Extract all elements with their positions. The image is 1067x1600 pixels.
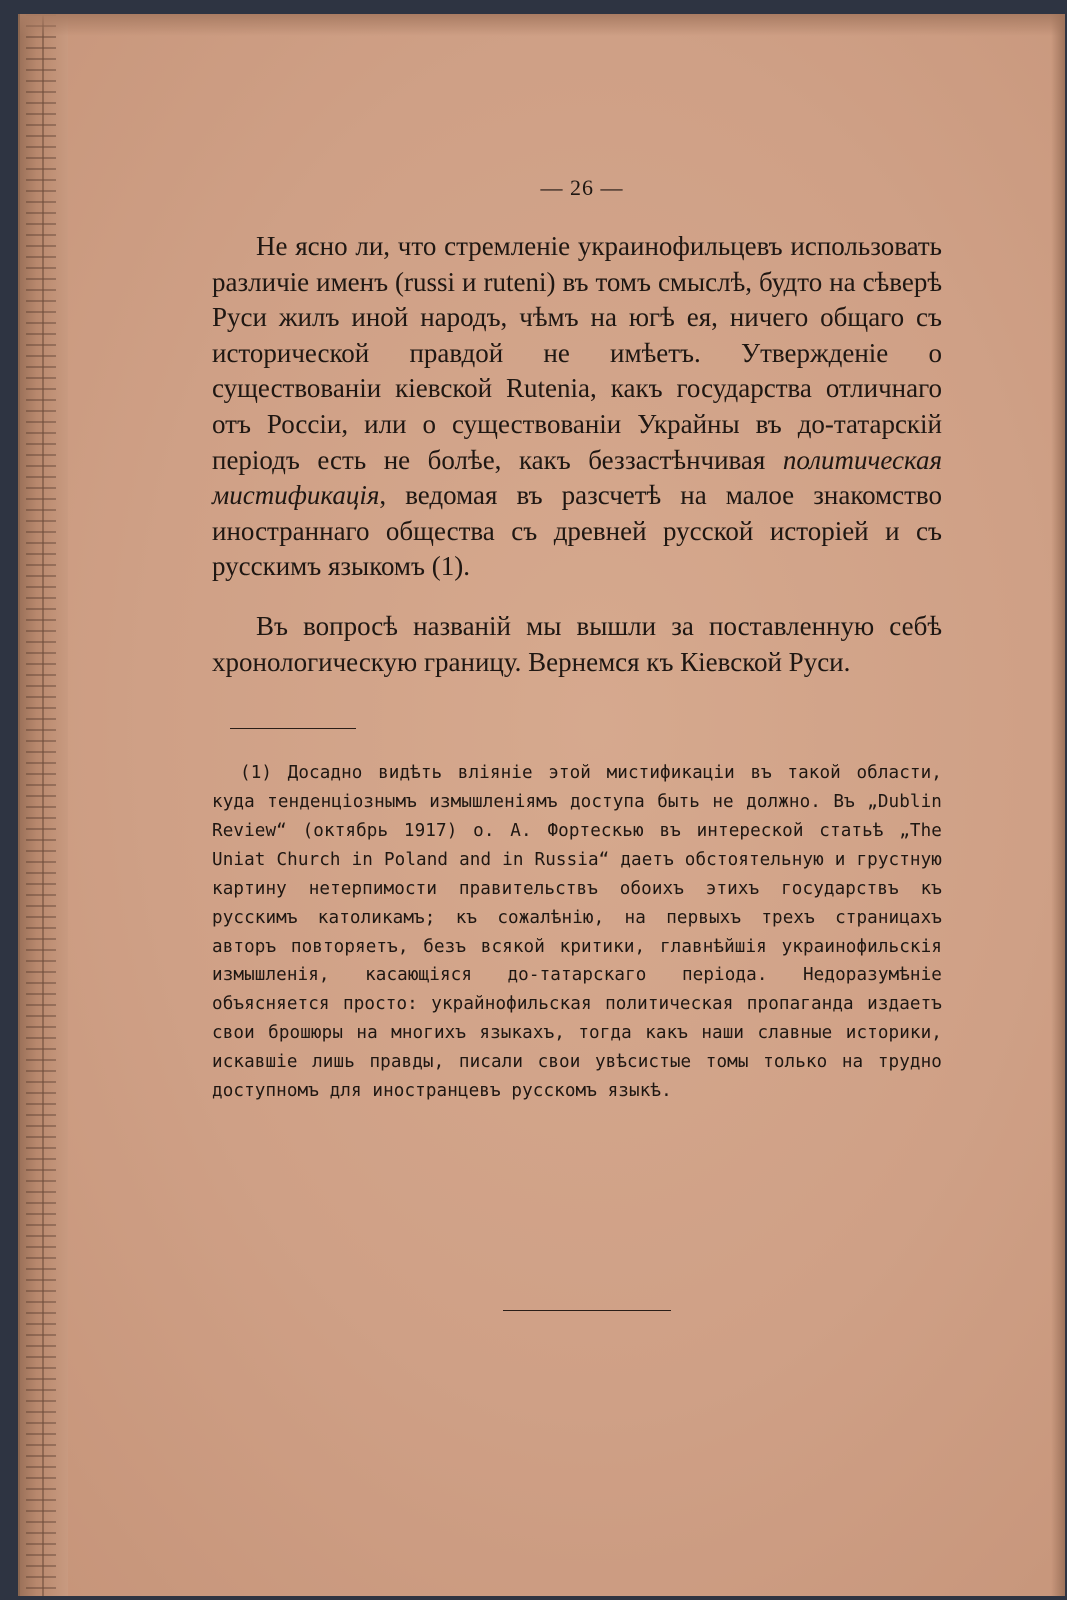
footnote-separator bbox=[230, 728, 356, 729]
text-block bbox=[212, 175, 942, 1106]
stitching-marks bbox=[26, 14, 56, 1596]
paragraph-2: Въ вопросѣ названій мы вышли за поставленную себѣ хронологическую границу. Вернемся къ Кіевской Руси. bbox=[212, 610, 942, 677]
page-number: — 26 — bbox=[540, 175, 624, 200]
top-edge-shadow bbox=[20, 14, 1065, 36]
paragraph-1 bbox=[212, 229, 942, 585]
binding-edge bbox=[20, 14, 68, 1596]
footnote: (1) Досадно видѣть вліяніе этой мистификаціи въ такой области, куда тенденціознымъ измышленіямъ доступа быть не должно. Въ „Dublin Review“ (октябрь 1917) о. А. Фортескью въ интереской статьѣ „The Uniat Church in Poland and in Russia“ даетъ обстоятельную и грустную картину нетерпимости правительствъ обоихъ этихъ государствъ къ русскимъ католикамъ; къ сожалѣнію, на первыхъ трехъ страницахъ авторъ повторяетъ, безъ всякой критики, главнѣйшія украинофильскія измышленія, касающіяся до-татарскаго періода. Недоразумѣніе объясняется просто: украйнофильская политическая пропаганда издаетъ свои брошюры на многихъ языкахъ, тогда какъ наши славные историки, искавшіе лишь правды, писали свои увѣсистые томы только на трудно доступномъ для иностранцевъ русскомъ языкѣ. bbox=[212, 763, 942, 1102]
paragraph-1-italic: политическая мистификація bbox=[212, 444, 942, 511]
paragraph-1-text-end: , ведомая въ разсчетѣ на малое знакомство иностраннаго общества съ древней русской исторіей и съ русскимъ языкомъ (1). bbox=[212, 480, 942, 582]
end-rule bbox=[503, 1310, 671, 1311]
paragraph-1-text: Не ясно ли, что стремленіе украинофильцевъ использовать различіе именъ (russi и ruteni) въ томъ смыслѣ, будто на сѣверѣ Руси жилъ иной народъ, чѣмъ на югѣ ея, ничего общаго съ исторической правдой не имѣетъ. Утвержденіе о существованіи кіевской Rutenia, какъ государства отличнаго отъ Россіи, или о существованіи Украйны въ до-татарскій періодъ есть не болѣе, какъ беззастѣнчивая bbox=[212, 231, 942, 475]
right-edge-shadow bbox=[1051, 14, 1065, 1596]
